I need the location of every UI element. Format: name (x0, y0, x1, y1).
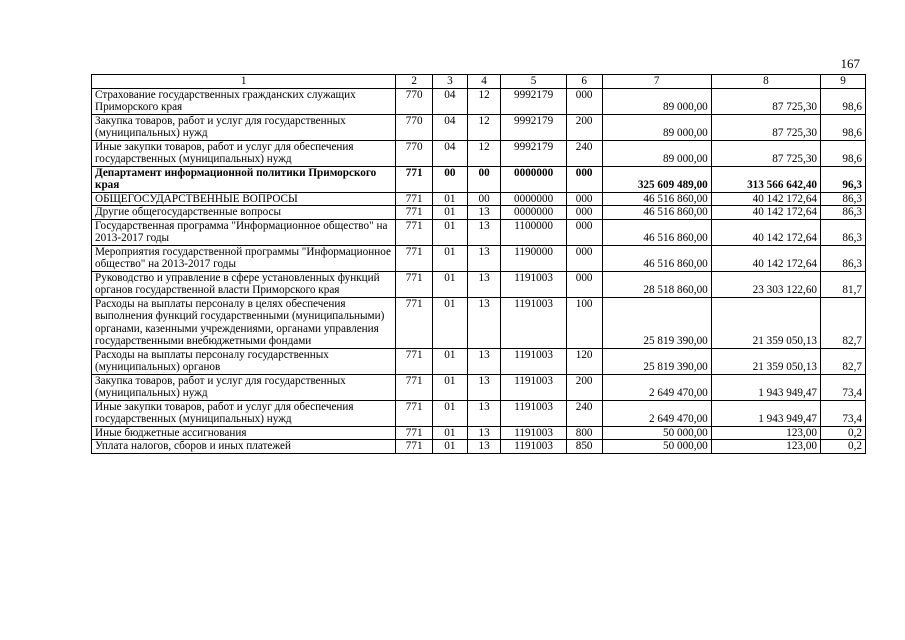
col4-code: 00 (467, 192, 501, 206)
column-header: 7 (602, 75, 711, 89)
col6-code: 000 (566, 245, 602, 271)
row-name: Другие общегосударственные вопросы (92, 206, 396, 220)
row-name: Расходы на выплаты персоналу в целях обеспечения выполнения функций государственными (муниципальными) органами, казенными учреждениями, органами управления государственными внебюджетными фондами (92, 297, 396, 348)
table-row (92, 206, 866, 220)
col2-code: 771 (396, 192, 433, 206)
row-name: Закупка товаров, работ и услуг для государственных (муниципальных) нужд (92, 114, 396, 140)
table-row (92, 140, 866, 166)
col2-code: 771 (396, 440, 433, 454)
column-header: 9 (821, 75, 866, 89)
col3-code: 04 (433, 114, 468, 140)
col6-code: 000 (566, 206, 602, 220)
col9-percent: 98,6 (821, 140, 866, 166)
col9-percent: 0,2 (821, 426, 866, 440)
col2-code: 771 (396, 297, 433, 348)
col3-code: 01 (433, 374, 468, 400)
col8-amount: 87 725,30 (711, 140, 820, 166)
col8-amount: 40 142 172,64 (711, 192, 820, 206)
col9-percent: 82,7 (821, 297, 866, 348)
col8-amount: 1 943 949,47 (711, 374, 820, 400)
col9-percent: 86,3 (821, 192, 866, 206)
col3-code: 04 (433, 140, 468, 166)
col4-code: 13 (467, 440, 501, 454)
table-row (92, 219, 866, 245)
col4-code: 13 (467, 206, 501, 220)
table-row (92, 114, 866, 140)
col9-percent: 81,7 (821, 271, 866, 297)
col2-code: 771 (396, 374, 433, 400)
col3-code: 01 (433, 219, 468, 245)
col5-code: 1191003 (501, 400, 566, 426)
col8-amount: 123,00 (711, 440, 820, 454)
col7-amount: 46 516 860,00 (602, 245, 711, 271)
col6-code: 200 (566, 374, 602, 400)
col9-percent: 0,2 (821, 440, 866, 454)
col9-percent: 86,3 (821, 206, 866, 220)
col7-amount: 89 000,00 (602, 140, 711, 166)
row-name: Страхование государственных гражданских служащих Приморского края (92, 88, 396, 114)
column-header: 5 (501, 75, 566, 89)
col6-code: 240 (566, 140, 602, 166)
table-body (92, 75, 866, 454)
table-header-row (92, 75, 866, 89)
col9-percent: 98,6 (821, 114, 866, 140)
col4-code: 13 (467, 426, 501, 440)
col4-code: 00 (467, 166, 501, 192)
col7-amount: 28 518 860,00 (602, 271, 711, 297)
col8-amount: 40 142 172,64 (711, 245, 820, 271)
col2-code: 771 (396, 206, 433, 220)
table-row (92, 426, 866, 440)
col5-code: 1191003 (501, 426, 566, 440)
col3-code: 00 (433, 166, 468, 192)
col7-amount: 46 516 860,00 (602, 219, 711, 245)
col5-code: 0000000 (501, 206, 566, 220)
column-header: 2 (396, 75, 433, 89)
col4-code: 13 (467, 297, 501, 348)
col5-code: 0000000 (501, 192, 566, 206)
column-header: 6 (566, 75, 602, 89)
table-row (92, 400, 866, 426)
row-name: Иные закупки товаров, работ и услуг для обеспечения государственных (муниципальных) нужд (92, 140, 396, 166)
col8-amount: 1 943 949,47 (711, 400, 820, 426)
col3-code: 01 (433, 440, 468, 454)
column-header: 4 (467, 75, 501, 89)
col9-percent: 73,4 (821, 374, 866, 400)
col3-code: 01 (433, 192, 468, 206)
col2-code: 771 (396, 426, 433, 440)
col6-code: 000 (566, 192, 602, 206)
row-name: Руководство и управление в сфере установленных функций органов государственной власти Приморского края (92, 271, 396, 297)
table-row (92, 271, 866, 297)
row-name: Уплата налогов, сборов и иных платежей (92, 440, 396, 454)
column-header: 1 (92, 75, 396, 89)
col5-code: 1100000 (501, 219, 566, 245)
table-row (92, 440, 866, 454)
col2-code: 771 (396, 166, 433, 192)
col3-code: 01 (433, 348, 468, 374)
col7-amount: 46 516 860,00 (602, 192, 711, 206)
col5-code: 0000000 (501, 166, 566, 192)
col6-code: 200 (566, 114, 602, 140)
col8-amount: 23 303 122,60 (711, 271, 820, 297)
col2-code: 770 (396, 140, 433, 166)
col6-code: 800 (566, 426, 602, 440)
col6-code: 000 (566, 166, 602, 192)
column-header: 3 (433, 75, 468, 89)
table-row (92, 374, 866, 400)
col8-amount: 21 359 050,13 (711, 297, 820, 348)
col4-code: 12 (467, 140, 501, 166)
col7-amount: 2 649 470,00 (602, 374, 711, 400)
table-row (92, 166, 866, 192)
col6-code: 000 (566, 88, 602, 114)
col4-code: 13 (467, 245, 501, 271)
col9-percent: 96,3 (821, 166, 866, 192)
col5-code: 9992179 (501, 88, 566, 114)
col3-code: 04 (433, 88, 468, 114)
col6-code: 240 (566, 400, 602, 426)
row-name: ОБЩЕГОСУДАРСТВЕННЫЕ ВОПРОСЫ (92, 192, 396, 206)
col4-code: 13 (467, 374, 501, 400)
table-row (92, 245, 866, 271)
col9-percent: 86,3 (821, 245, 866, 271)
table-row (92, 192, 866, 206)
col2-code: 771 (396, 219, 433, 245)
col7-amount: 325 609 489,00 (602, 166, 711, 192)
col4-code: 13 (467, 400, 501, 426)
col2-code: 771 (396, 245, 433, 271)
col8-amount: 40 142 172,64 (711, 206, 820, 220)
col3-code: 01 (433, 297, 468, 348)
col2-code: 771 (396, 271, 433, 297)
col5-code: 1191003 (501, 374, 566, 400)
col8-amount: 21 359 050,13 (711, 348, 820, 374)
col3-code: 01 (433, 206, 468, 220)
col5-code: 1191003 (501, 348, 566, 374)
col5-code: 1191003 (501, 440, 566, 454)
budget-table (91, 74, 866, 454)
col4-code: 12 (467, 88, 501, 114)
col6-code: 000 (566, 271, 602, 297)
col2-code: 771 (396, 348, 433, 374)
col4-code: 13 (467, 348, 501, 374)
col6-code: 000 (566, 219, 602, 245)
col6-code: 850 (566, 440, 602, 454)
table-row (92, 88, 866, 114)
col8-amount: 87 725,30 (711, 88, 820, 114)
col7-amount: 50 000,00 (602, 426, 711, 440)
col3-code: 01 (433, 271, 468, 297)
col5-code: 9992179 (501, 114, 566, 140)
col7-amount: 2 649 470,00 (602, 400, 711, 426)
col4-code: 13 (467, 219, 501, 245)
col8-amount: 123,00 (711, 426, 820, 440)
col9-percent: 82,7 (821, 348, 866, 374)
col4-code: 13 (467, 271, 501, 297)
row-name: Иные закупки товаров, работ и услуг для обеспечения государственных (муниципальных) нужд (92, 400, 396, 426)
col9-percent: 86,3 (821, 219, 866, 245)
col8-amount: 313 566 642,40 (711, 166, 820, 192)
col3-code: 01 (433, 400, 468, 426)
col8-amount: 87 725,30 (711, 114, 820, 140)
col5-code: 9992179 (501, 140, 566, 166)
col3-code: 01 (433, 245, 468, 271)
col7-amount: 25 819 390,00 (602, 348, 711, 374)
row-name: Расходы на выплаты персоналу государственных (муниципальных) органов (92, 348, 396, 374)
col7-amount: 46 516 860,00 (602, 206, 711, 220)
table-row (92, 297, 866, 348)
col7-amount: 89 000,00 (602, 114, 711, 140)
table-row (92, 348, 866, 374)
col9-percent: 73,4 (821, 400, 866, 426)
row-name: Закупка товаров, работ и услуг для государственных (муниципальных) нужд (92, 374, 396, 400)
col7-amount: 89 000,00 (602, 88, 711, 114)
col6-code: 120 (566, 348, 602, 374)
col7-amount: 50 000,00 (602, 440, 711, 454)
row-name: Государственная программа "Информационное общество" на 2013-2017 годы (92, 219, 396, 245)
col5-code: 1191003 (501, 297, 566, 348)
col2-code: 770 (396, 114, 433, 140)
col8-amount: 40 142 172,64 (711, 219, 820, 245)
page-number: 167 (840, 56, 860, 71)
col2-code: 771 (396, 400, 433, 426)
row-name: Мероприятия государственной программы "Информационное общество" на 2013-2017 годы (92, 245, 396, 271)
column-header: 8 (711, 75, 820, 89)
col5-code: 1190000 (501, 245, 566, 271)
col9-percent: 98,6 (821, 88, 866, 114)
col3-code: 01 (433, 426, 468, 440)
row-name: Иные бюджетные ассигнования (92, 426, 396, 440)
col4-code: 12 (467, 114, 501, 140)
col7-amount: 25 819 390,00 (602, 297, 711, 348)
col5-code: 1191003 (501, 271, 566, 297)
row-name: Департамент информационной политики Приморского края (92, 166, 396, 192)
col6-code: 100 (566, 297, 602, 348)
col2-code: 770 (396, 88, 433, 114)
